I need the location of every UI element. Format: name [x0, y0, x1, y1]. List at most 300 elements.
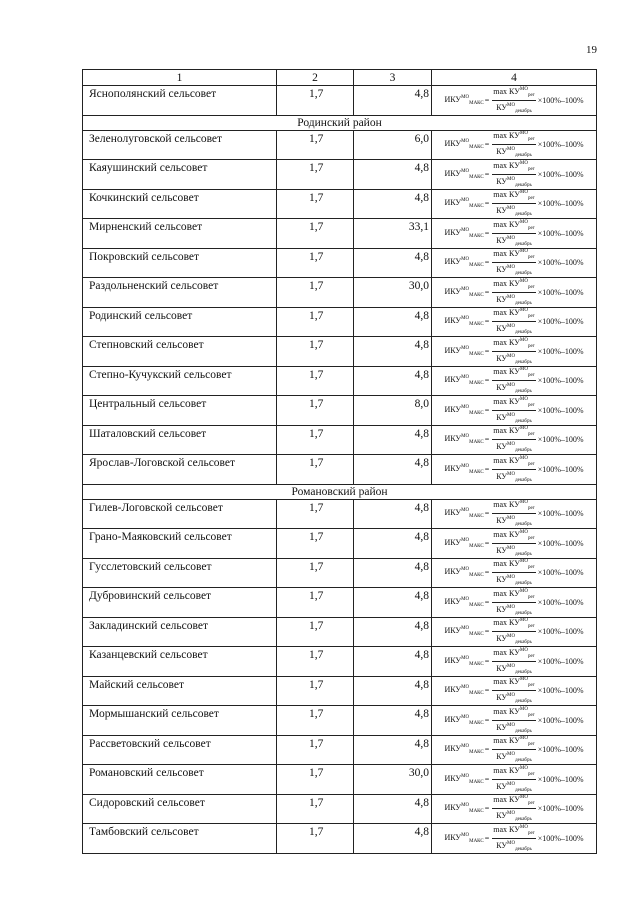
formula-den-sup: МО — [507, 516, 516, 521]
formula-cell — [432, 706, 597, 736]
formula-den-text: КУ — [496, 324, 508, 333]
formula-den-text: КУ — [496, 294, 508, 304]
value-col-2: 1,7 — [309, 250, 324, 263]
value-col-3: 30,0 — [408, 767, 429, 779]
value-col-3-cell — [354, 248, 432, 278]
formula — [432, 677, 596, 705]
formula-eq: = — [484, 435, 490, 444]
value-col-3-cell — [354, 558, 432, 588]
value-col-2: 1,7 — [309, 398, 324, 410]
formula-num-text: max КУ — [493, 588, 520, 598]
formula-den-text: КУ — [496, 442, 508, 451]
formula-cell — [432, 558, 597, 588]
formula-num-text: max КУ — [493, 455, 520, 465]
formula-lhs-sup: МО — [461, 832, 470, 838]
formula-tail: ×100%–100% — [537, 833, 584, 843]
formula-lhs-sup: МО — [461, 345, 470, 351]
formula-denominator — [495, 691, 533, 706]
header-col-3: 3 — [354, 70, 432, 86]
settlement-name: Ярослав-Логовской сельсовет — [89, 457, 236, 469]
table-row — [83, 529, 597, 559]
formula-numerator — [492, 617, 535, 632]
table-row — [83, 647, 597, 677]
value-col-3-cell — [354, 706, 432, 736]
value-col-3: 4,8 — [414, 560, 429, 573]
settlement-cell — [83, 824, 277, 854]
formula-numerator — [492, 337, 535, 352]
formula-lhs: ИКУ — [444, 139, 462, 148]
value-col-2: 1,7 — [309, 649, 324, 661]
value-col-3-cell — [354, 160, 432, 190]
formula-lhs-sub: МАКС — [469, 543, 484, 549]
formula-num-text: max КУ — [493, 529, 520, 539]
formula-lhs-sub: МАКС — [469, 691, 484, 696]
value-col-3-cell — [354, 86, 432, 116]
formula-fraction — [492, 455, 535, 485]
formula-lhs: ИКУ — [444, 832, 462, 842]
settlement-cell — [83, 529, 277, 559]
formula-eq: = — [484, 405, 490, 415]
formula-denominator — [495, 839, 533, 854]
value-col-2-cell — [277, 558, 354, 588]
settlement-cell — [83, 558, 277, 588]
formula-tail: ×100%–100% — [537, 199, 584, 208]
formula-denominator — [495, 293, 533, 308]
formula-lhs: ИКУ — [444, 404, 462, 414]
formula-denominator — [495, 263, 533, 278]
formula — [432, 529, 596, 557]
formula-den-text: КУ — [496, 516, 508, 525]
formula-den-text: КУ — [496, 663, 508, 673]
formula-cell — [432, 278, 597, 308]
value-col-3: 4,8 — [414, 427, 429, 440]
value-col-2: 1,7 — [309, 678, 324, 691]
value-col-2-cell — [277, 337, 354, 367]
value-col-3-cell — [354, 366, 432, 396]
formula-tail: ×100%–100% — [537, 686, 584, 695]
value-col-3: 4,8 — [414, 708, 429, 720]
formula-den-text: КУ — [496, 383, 508, 392]
formula-den-sub: декабрь — [515, 817, 532, 822]
formula-lhs: ИКУ — [444, 227, 462, 237]
formula-lhs: ИКУ — [444, 744, 462, 753]
formula-num-sub: рег — [527, 506, 535, 511]
value-col-2: 1,7 — [309, 501, 324, 514]
settlement-cell — [83, 366, 277, 396]
formula-eq: = — [484, 538, 490, 548]
formula-lhs-sub: МАКС — [469, 100, 484, 106]
settlement-name: Степновский сельсовет — [89, 339, 204, 351]
value-col-2: 1,7 — [309, 88, 324, 100]
formula-den-sub: декабрь — [515, 212, 532, 217]
formula-denominator — [495, 234, 533, 249]
value-col-3: 4,8 — [414, 619, 429, 632]
formula-numerator — [492, 647, 535, 662]
formula-lhs-sub: МАКС — [469, 573, 484, 578]
formula-denominator — [495, 440, 533, 455]
formula-num-sup: МО — [519, 367, 528, 372]
formula-num-sub: рег — [527, 594, 535, 600]
formula-den-sub: декабрь — [515, 300, 532, 306]
formula-lhs: ИКУ — [444, 685, 462, 694]
formula-den-sup: МО — [507, 722, 516, 728]
formula-lhs: ИКУ — [444, 316, 462, 325]
formula-den-sub: декабрь — [515, 669, 532, 675]
formula-den-sup: МО — [507, 752, 516, 757]
formula-lhs-sub: МАКС — [469, 632, 484, 637]
table-row — [83, 706, 597, 736]
formula-tail: ×100%–100% — [537, 287, 584, 297]
value-col-3: 30,0 — [408, 280, 429, 292]
formula-cell — [432, 86, 597, 116]
value-col-2-cell — [277, 647, 354, 677]
formula-den-sup: МО — [507, 206, 516, 211]
value-col-2: 1,7 — [309, 427, 324, 440]
formula — [432, 160, 596, 188]
settlement-cell — [83, 396, 277, 426]
section-row — [83, 484, 597, 499]
formula-lhs-sup: МО — [461, 139, 470, 144]
formula-tail: ×100%–100% — [537, 656, 584, 666]
formula-eq: = — [484, 686, 490, 695]
formula-lhs: ИКУ — [444, 257, 462, 266]
settlement-cell — [83, 189, 277, 219]
formula-fraction — [492, 676, 535, 706]
value-col-3-cell — [354, 794, 432, 824]
formula-fraction — [492, 307, 535, 337]
settlement-name: Тамбовский сельсовет — [89, 826, 199, 838]
formula-lhs-sup: МО — [461, 773, 470, 779]
value-col-2-cell — [277, 529, 354, 559]
table-row — [83, 499, 597, 529]
formula-lhs: ИКУ — [444, 463, 462, 473]
formula-lhs-sub: МАКС — [469, 469, 484, 475]
formula-numerator — [492, 676, 535, 691]
formula-den-text: КУ — [496, 634, 508, 643]
value-col-2: 1,7 — [309, 826, 324, 838]
value-col-2-cell — [277, 189, 354, 219]
value-col-2-cell — [277, 425, 354, 455]
value-col-3: 4,8 — [414, 796, 429, 809]
header-col-4: 4 — [432, 70, 597, 86]
value-col-3-cell — [354, 588, 432, 618]
formula-den-sup: МО — [507, 383, 516, 388]
formula-numerator — [492, 735, 535, 750]
formula-denominator — [495, 514, 533, 529]
formula-eq: = — [484, 376, 490, 385]
formula-num-sub: рег — [527, 432, 535, 437]
formula-num-sup: МО — [519, 618, 528, 623]
formula-den-sub: декабрь — [515, 477, 532, 483]
settlement-cell — [83, 765, 277, 795]
table-row — [83, 396, 597, 426]
formula-tail: ×100%–100% — [537, 568, 584, 577]
formula — [432, 736, 596, 764]
value-col-2: 1,7 — [309, 132, 324, 145]
value-col-3: 6,0 — [414, 132, 429, 145]
value-col-3: 4,8 — [414, 162, 429, 174]
formula-num-sub: рег — [527, 801, 535, 806]
formula — [432, 765, 596, 793]
formula-tail: ×100%–100% — [537, 376, 584, 385]
section-row — [83, 115, 597, 130]
formula-eq: = — [484, 627, 490, 636]
formula-lhs-sub: МАКС — [469, 263, 484, 268]
formula-tail: ×100%–100% — [537, 774, 584, 784]
formula — [432, 824, 596, 852]
formula-lhs: ИКУ — [444, 286, 462, 296]
formula-denominator — [495, 101, 533, 116]
settlement-name: Казанцевский сельсовет — [89, 649, 208, 661]
value-col-3: 4,8 — [414, 88, 429, 100]
formula-tail: ×100%–100% — [537, 258, 584, 267]
settlement-cell — [83, 219, 277, 249]
formula-cell — [432, 455, 597, 485]
formula-lhs: ИКУ — [444, 508, 462, 517]
table-row — [83, 366, 597, 396]
formula-fraction — [492, 617, 535, 647]
formula-den-sup: МО — [507, 294, 516, 300]
formula-num-text: max КУ — [493, 677, 520, 686]
value-col-3: 4,8 — [414, 590, 429, 602]
formula-num-text: max КУ — [493, 278, 520, 288]
settlement-name: Шаталовский сельсовет — [89, 427, 207, 440]
formula-den-sub: декабрь — [515, 699, 532, 704]
formula-eq: = — [484, 833, 490, 843]
formula-num-text: max КУ — [493, 795, 520, 804]
settlement-name: Покровский сельсовет — [89, 250, 200, 263]
formula-fraction — [492, 160, 535, 190]
value-col-3: 4,8 — [414, 826, 429, 838]
formula-num-sup: МО — [519, 190, 528, 195]
formula-lhs-sup: МО — [461, 168, 470, 174]
settlement-name: Яснополянский сельсовет — [89, 88, 217, 100]
settlement-name: Рассветовский сельсовет — [89, 737, 211, 750]
formula-den-text: КУ — [496, 811, 508, 820]
table-row — [83, 337, 597, 367]
formula-tail: ×100%–100% — [537, 317, 584, 326]
settlement-name: Романовский сельсовет — [89, 767, 204, 779]
formula-den-sub: декабрь — [515, 241, 532, 247]
formula-cell — [432, 529, 597, 559]
formula-num-sub: рег — [527, 683, 535, 688]
value-col-3-cell — [354, 735, 432, 765]
value-col-3-cell — [354, 529, 432, 559]
formula-numerator — [492, 455, 535, 470]
formula-cell — [432, 794, 597, 824]
table-row — [83, 160, 597, 190]
value-col-2-cell — [277, 499, 354, 529]
formula-num-text: max КУ — [493, 131, 520, 140]
formula-cell — [432, 499, 597, 529]
formula-num-text: max КУ — [493, 249, 520, 258]
settlement-cell — [83, 794, 277, 824]
formula-denominator — [495, 662, 533, 677]
value-col-3: 4,8 — [414, 191, 429, 204]
value-col-2-cell — [277, 248, 354, 278]
formula-den-sup: МО — [507, 811, 516, 816]
formula-fraction — [492, 765, 535, 795]
table-row — [83, 794, 597, 824]
formula-lhs-sub: МАКС — [469, 602, 484, 608]
formula-denominator — [495, 470, 533, 485]
formula-fraction — [492, 647, 535, 677]
settlement-name: Степно-Кучукский сельсовет — [89, 368, 232, 381]
value-col-2-cell — [277, 219, 354, 249]
settlement-name: Раздольненский сельсовет — [89, 280, 219, 292]
value-col-2-cell — [277, 278, 354, 308]
formula-fraction — [492, 425, 535, 455]
settlement-cell — [83, 278, 277, 308]
value-col-2-cell — [277, 130, 354, 160]
formula-num-sub: рег — [527, 712, 535, 718]
formula-numerator — [492, 307, 535, 322]
settlement-cell — [83, 130, 277, 160]
formula-fraction — [492, 529, 535, 559]
value-col-3-cell — [354, 337, 432, 367]
formula-den-sup: МО — [507, 781, 516, 787]
formula-den-sup: МО — [507, 353, 516, 359]
header-col-1: 1 — [83, 70, 277, 86]
formula-lhs-sup: МО — [461, 567, 470, 572]
formula-lhs: ИКУ — [444, 596, 462, 606]
formula-num-sup: МО — [519, 500, 528, 505]
formula-num-sup: МО — [519, 396, 528, 402]
formula-num-sup: МО — [519, 131, 528, 136]
settlement-name: Зеленолуговской сельсовет — [89, 132, 223, 145]
formula-den-sup: МО — [507, 575, 516, 580]
formula-den-text: КУ — [496, 471, 508, 481]
formula-eq: = — [484, 804, 490, 813]
formula-lhs: ИКУ — [444, 655, 462, 665]
formula-num-text: max КУ — [493, 618, 520, 627]
formula-cell — [432, 676, 597, 706]
formula-tail: ×100%–100% — [537, 597, 584, 607]
value-col-2: 1,7 — [309, 280, 324, 292]
formula-lhs: ИКУ — [444, 434, 462, 443]
formula-lhs-sup: МО — [461, 685, 470, 690]
page-number: 19 — [586, 44, 597, 56]
value-col-2: 1,7 — [309, 309, 324, 322]
formula-lhs-sub: МАКС — [469, 204, 484, 209]
formula-den-sub: декабрь — [515, 418, 532, 424]
value-col-2: 1,7 — [309, 767, 324, 779]
formula-numerator — [492, 794, 535, 809]
table-row — [83, 824, 597, 854]
formula-denominator — [495, 573, 533, 588]
table-row — [83, 617, 597, 647]
value-col-2: 1,7 — [309, 191, 324, 204]
value-col-2: 1,7 — [309, 339, 324, 351]
table-row — [83, 86, 597, 116]
formula-lhs: ИКУ — [444, 626, 462, 635]
formula — [432, 396, 596, 424]
header-col-2: 2 — [277, 70, 354, 86]
settlement-name: Родинский сельсовет — [89, 309, 193, 322]
settlement-name: Мормышанский сельсовет — [89, 708, 219, 720]
table-row — [83, 248, 597, 278]
formula-num-sub: рег — [527, 771, 535, 777]
formula-num-text: max КУ — [493, 706, 520, 716]
section-title: Родинский район — [83, 115, 597, 130]
formula-numerator — [492, 278, 535, 293]
formula-num-sup: МО — [519, 160, 528, 166]
formula-fraction — [492, 499, 535, 529]
formula — [432, 278, 596, 306]
formula-lhs-sup: МО — [461, 508, 470, 513]
formula-lhs-sub: МАКС — [469, 809, 484, 814]
formula — [432, 190, 596, 218]
formula-lhs-sub: МАКС — [469, 440, 484, 445]
formula-num-text: max КУ — [493, 426, 520, 435]
formula-tail: ×100%–100% — [537, 346, 584, 356]
formula — [432, 426, 596, 454]
formula-num-text: max КУ — [493, 559, 520, 568]
formula-lhs-sup: МО — [461, 375, 470, 380]
formula-numerator — [492, 130, 535, 145]
formula-numerator — [492, 558, 535, 573]
formula-num-sub: рег — [527, 255, 535, 260]
formula-eq: = — [484, 228, 490, 238]
value-col-3-cell — [354, 676, 432, 706]
formula-lhs-sup: МО — [461, 286, 470, 292]
formula-num-sub: рег — [527, 314, 535, 319]
formula-lhs: ИКУ — [444, 168, 462, 178]
settlement-name: Сидоровский сельсовет — [89, 796, 205, 809]
value-col-2-cell — [277, 706, 354, 736]
formula-cell — [432, 647, 597, 677]
formula-tail: ×100%–100% — [537, 715, 584, 725]
formula-fraction — [492, 558, 535, 588]
formula-den-sup: МО — [507, 693, 516, 698]
settlement-cell — [83, 706, 277, 736]
header-row — [83, 70, 597, 86]
value-col-2-cell — [277, 676, 354, 706]
value-col-2-cell — [277, 588, 354, 618]
formula-den-sup: МО — [507, 324, 516, 329]
settlement-cell — [83, 735, 277, 765]
value-col-2-cell — [277, 160, 354, 190]
value-col-2-cell — [277, 824, 354, 854]
formula — [432, 795, 596, 823]
formula-fraction — [492, 794, 535, 824]
formula-cell — [432, 366, 597, 396]
formula-eq: = — [484, 317, 490, 326]
formula-lhs-sub: МАКС — [469, 661, 484, 667]
formula-cell — [432, 588, 597, 618]
formula-lhs: ИКУ — [444, 537, 462, 547]
formula-den-text: КУ — [496, 265, 508, 274]
formula-num-sup: МО — [519, 795, 528, 800]
formula-lhs-sup: МО — [461, 227, 470, 233]
formula-den-sub: декабрь — [515, 448, 532, 453]
formula — [432, 500, 596, 528]
formula-num-sup: МО — [519, 706, 528, 712]
section-title: Романовский район — [83, 484, 597, 499]
formula-numerator — [492, 706, 535, 721]
table-row — [83, 735, 597, 765]
formula-cell — [432, 189, 597, 219]
formula-den-sub: декабрь — [515, 271, 532, 276]
formula-den-sub: декабрь — [515, 758, 532, 763]
formula-tail: ×100%–100% — [537, 464, 584, 474]
formula-num-text: max КУ — [493, 647, 520, 657]
formula-lhs-sup: МО — [461, 94, 470, 100]
formula-den-text: КУ — [496, 781, 508, 791]
settlement-cell — [83, 588, 277, 618]
value-col-3: 4,8 — [414, 649, 429, 661]
formula-den-sub: декабрь — [515, 581, 532, 586]
